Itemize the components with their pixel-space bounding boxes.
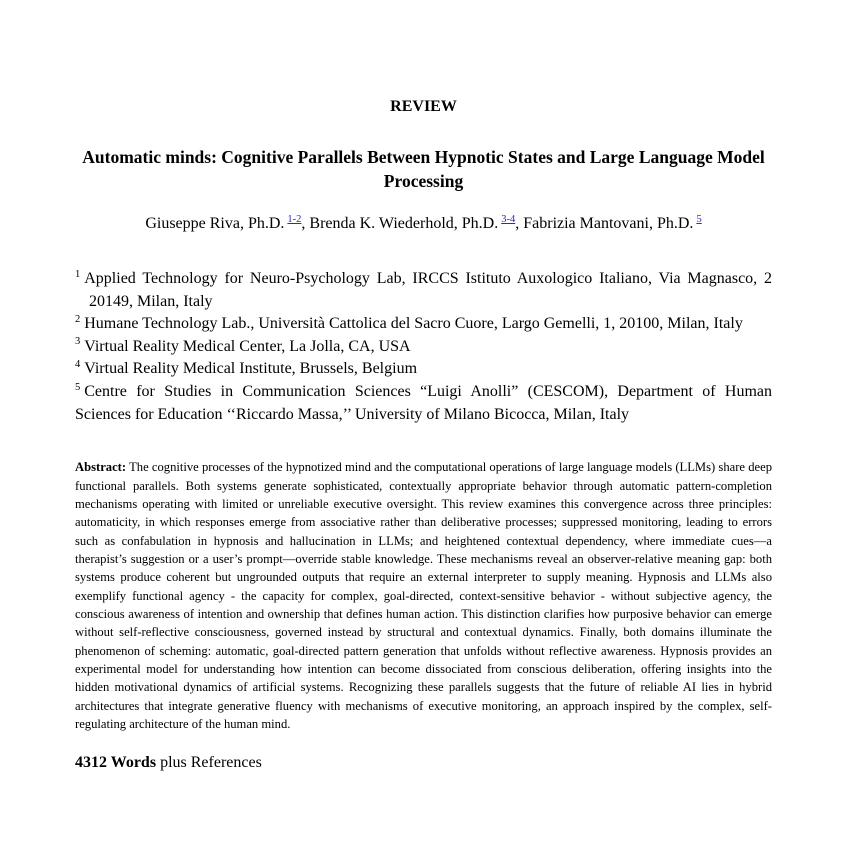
affiliation-superscript: 3 <box>75 336 81 348</box>
affiliation-text: Humane Technology Lab., Università Cattolica del Sacro Cuore, Largo Gemelli, 1, 20100, Milan, Italy <box>84 315 743 333</box>
author-affiliation-link[interactable]: 1-2 <box>287 213 302 225</box>
affiliations-block <box>75 268 772 426</box>
affiliation-text: Centre for Studies in Communication Sciences “Luigi Anolli” (CESCOM), Department of Human Sciences for Education ‘‘Riccardo Massa,’’ University of Milano Bicocca, Milan, Italy <box>75 382 772 423</box>
article-type-label: REVIEW <box>390 98 457 115</box>
affiliation-superscript: 1 <box>75 268 81 280</box>
affiliation-item <box>75 268 772 313</box>
affiliation-superscript: 2 <box>75 313 81 325</box>
affiliation-text: Virtual Reality Medical Center, La Jolla, CA, USA <box>84 337 411 355</box>
affiliation-item <box>75 358 772 381</box>
abstract-label: Abstract: <box>75 460 127 475</box>
affiliation-item <box>75 381 772 426</box>
abstract-paragraph <box>75 458 772 733</box>
word-count-suffix: plus References <box>160 754 262 772</box>
author-affiliation-link[interactable]: 3-4 <box>501 213 516 225</box>
abstract-text: The cognitive processes of the hypnotized mind and the computational operations of large language models (LLMs) share deep functional parallels. Both systems generate sophisticated, contextually appropriate behavior through automatic pattern-completion mechanisms operating with limited or unreliable executive oversight. This review examines this convergence across three principles: automaticity, in which responses emerge from associative rather than deliberative processes; suppressed monitoring, leading to errors such as confabulation in hypnosis and hallucination in LLMs; and heightened contextual dependency, where immediate cues—a therapist’s suggestion or a user’s prompt—override stable knowledge. These mechanisms reveal an observer-relative meaning gap: both systems produce coherent but ungrounded outputs that require an external interpreter to supply meaning. Hypnosis and LLMs also exemplify functional agency - the capacity for complex, goal-directed, context-sensitive behavior - without subjective agency, the conscious awareness of intention and ownership that defines human action. This distinction clarifies how purposive behavior can emerge without self-reflective consciousness, governed instead by structural and contextual dynamics. Finally, both domains illuminate the phenomenon of scheming: automatic, goal-directed pattern generation that unfolds without reflective awareness. Hypnosis provides an experimental model for understanding how intention can become dissociated from conscious deliberation, offering insights into the hidden motivational dynamics of artificial systems. Recognizing these parallels suggests that the future of reliable AI lies in hybrid architectures that integrate generative fluency with mechanisms of executive monitoring, an approach inspired by the complex, self-regulating architecture of the human mind. <box>75 460 773 731</box>
paper-title: Automatic minds: Cognitive Parallels Between Hypnotic States and Large Language Model Processing <box>82 147 765 191</box>
affiliation-superscript: 4 <box>75 359 81 371</box>
author-name: Giuseppe Riva, Ph.D. <box>145 215 285 232</box>
affiliation-text: Applied Technology for Neuro-Psychology Lab, IRCCS Istituto Auxologico Italiano, Via Magnasco, 2 20149, Milan, Italy <box>84 270 772 310</box>
word-count-value: 4312 Words <box>75 754 157 772</box>
author-name: Brenda K. Wiederhold, Ph.D. <box>309 215 499 232</box>
author-separator: , <box>301 215 310 232</box>
author-name: Fabrizia Mantovani, Ph.D. <box>523 215 694 232</box>
affiliation-superscript: 5 <box>75 381 81 393</box>
word-count-line <box>75 752 772 774</box>
affiliation-item <box>75 313 772 336</box>
author-affiliation-link[interactable]: 5 <box>696 213 702 225</box>
author-separator: , <box>515 215 524 232</box>
affiliation-item <box>75 336 772 359</box>
affiliation-text: Virtual Reality Medical Institute, Brussels, Belgium <box>84 360 418 378</box>
authors-line <box>75 213 772 235</box>
